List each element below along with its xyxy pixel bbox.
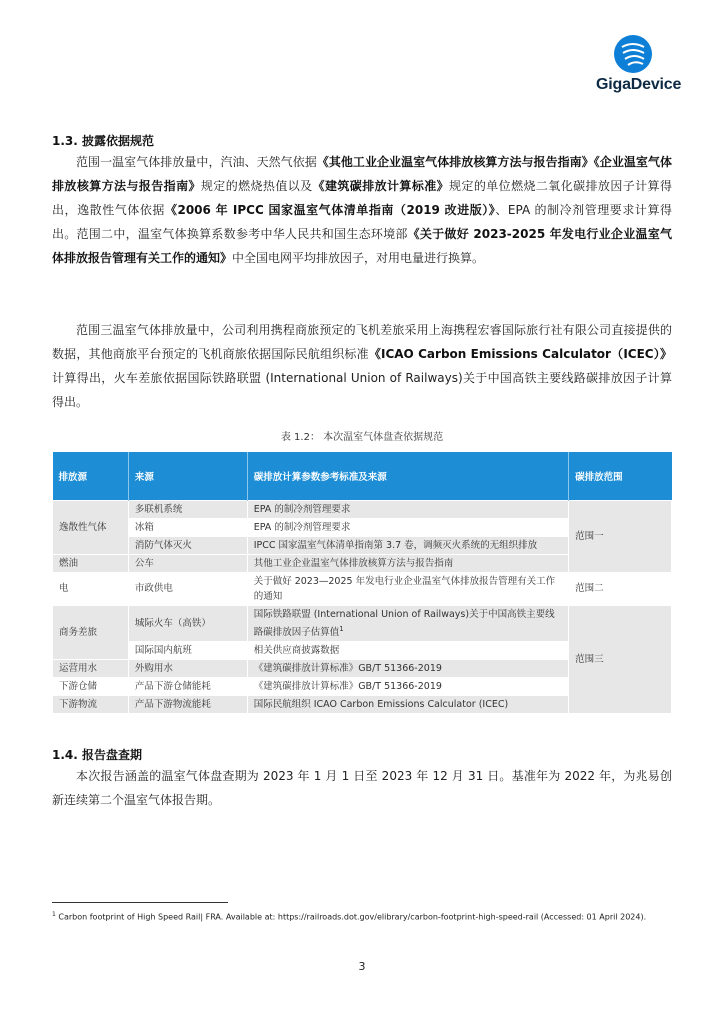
emission-source-cell: 下游仓储 [53, 677, 129, 695]
standard-text: 国际铁路联盟 (International Union of Railways)关于中国高铁主要线路碳排放因子估算值 [253, 608, 555, 638]
text-run: 范围一温室气体排放量中，汽油、天然气依据 [76, 155, 317, 169]
source-cell: 公车 [128, 554, 247, 572]
emission-source-cell: 下游物流 [53, 695, 129, 713]
standard-cell: 其他工业企业温室气体排放核算方法与报告指南 [247, 554, 568, 572]
header-scope: 碳排放范围 [569, 452, 672, 500]
standard-cell: 《建筑碳排放计算标准》GB/T 51366-2019 [247, 659, 568, 677]
header-source: 来源 [128, 452, 247, 500]
section-1-3-paragraph-1 [52, 150, 672, 270]
section-1-4-paragraph: 本次报告涵盖的温室气体盘查期为 2023 年 1 月 1 日至 2023 年 12 月 31 日。基准年为 2022 年，为兆易创新连续第二个温室气体报告期。 [52, 769, 672, 807]
bold-reference: 《2006 年 IPCC 国家温室气体清单指南（2019 改进版）》 [164, 203, 496, 217]
standard-cell: IPCC 国家温室气体清单指南第 3.7 卷，调频灭火系统的无组织排放 [247, 536, 568, 554]
footnote [52, 909, 672, 924]
text-run: 规定的单位燃烧二氧化碳排放因子计算得出，逸散性气体依据 [52, 179, 672, 217]
emission-source-cell: 运营用水 [53, 659, 129, 677]
table-row [53, 572, 672, 605]
header-emission-source: 排放源 [53, 452, 129, 500]
bold-reference: 《建筑碳排放计算标准》 [312, 179, 450, 193]
emission-source-cell: 电 [53, 572, 129, 605]
standard-cell: 相关供应商披露数据 [247, 641, 568, 659]
table-caption: 表 1.2： 本次温室气体盘查依据规范 [280, 432, 444, 443]
standard-cell: 关于做好 2023—2025 年发电行业企业温室气体排放报告管理有关工作的通知 [247, 572, 568, 605]
source-cell: 外购用水 [128, 659, 247, 677]
source-cell: 冰箱 [128, 518, 247, 536]
source-cell: 多联机系统 [128, 500, 247, 518]
text-run: 计算得出，火车差旅依据国际铁路联盟 (International Union of Railways)关于中国高铁主要线路碳排放因子计算得出。 [52, 371, 672, 409]
source-cell: 产品下游仓储能耗 [128, 677, 247, 695]
header-standard: 碳排放计算参数参考标准及来源 [247, 452, 568, 500]
scope-cell: 范围二 [569, 572, 672, 605]
section-1-3-title: 1.3. 披露依据规范 [52, 134, 154, 148]
bold-reference: 《其他工业企业温室气体排放核算方法与报告指南》《企业温室气体排放核算方法与报告指南》 [52, 155, 672, 193]
standard-cell [247, 605, 568, 641]
disclosure-basis-table [52, 452, 672, 714]
footnote-text: Carbon footprint of High Speed Rail| FRA. Available at: https://railroads.dot.gov/elibrary/carbon-footprint-high-speed-rail (Accessed: 01 April 2024). [58, 912, 647, 922]
logo-text: GigaDevice [596, 76, 682, 93]
section-1-3-paragraph-2 [52, 318, 672, 414]
emission-source-cell: 逸散性气体 [53, 500, 129, 554]
scope-cell: 范围三 [569, 605, 672, 713]
footnote-mark: 1 [52, 911, 56, 918]
source-cell: 国际国内航班 [128, 641, 247, 659]
table-row [53, 500, 672, 518]
source-cell: 消防气体灭火 [128, 536, 247, 554]
emission-source-cell: 商务差旅 [53, 605, 129, 659]
table-row [53, 605, 672, 641]
bold-reference: 《关于做好 2023-2025 年发电行业企业温室气体排放报告管理有关工作的通知》 [52, 227, 672, 265]
gigadevice-logo-icon [613, 34, 653, 74]
text-run: 中全国电网平均排放因子，对用电量进行换算。 [232, 251, 485, 265]
bold-reference: 《ICAO Carbon Emissions Calculator（ICEC）》 [368, 347, 672, 361]
standard-cell: EPA 的制冷剂管理要求 [247, 500, 568, 518]
footnote-divider [52, 902, 228, 903]
page-number: 3 [358, 960, 366, 973]
standard-cell: 国际民航组织 ICAO Carbon Emissions Calculator (ICEC) [247, 695, 568, 713]
source-cell: 市政供电 [128, 572, 247, 605]
source-cell: 城际火车（高铁） [128, 605, 247, 641]
standard-cell: 《建筑碳排放计算标准》GB/T 51366-2019 [247, 677, 568, 695]
text-run: 范围三温室气体排放量中，公司利用携程商旅预定的飞机差旅采用上海携程宏睿国际旅行社有限公司直接提供的数据，其他商旅平台预定的飞机商旅依据国际民航组织标准 [52, 323, 672, 361]
text-run: 规定的燃烧热值以及 [200, 179, 313, 193]
company-logo [596, 34, 682, 94]
scope-cell: 范围一 [569, 500, 672, 572]
standard-cell: EPA 的制冷剂管理要求 [247, 518, 568, 536]
emission-source-cell: 燃油 [53, 554, 129, 572]
text-run: 、EPA 的制冷剂管理要求计算得出。范围二中，温室气体换算系数参考中华人民共和国生态环境部 [52, 203, 672, 241]
footnote-ref[interactable]: 1 [339, 624, 344, 633]
section-1-4-title: 1.4. 报告盘查期 [52, 748, 142, 762]
table-header-row [53, 452, 672, 500]
source-cell: 产品下游物流能耗 [128, 695, 247, 713]
